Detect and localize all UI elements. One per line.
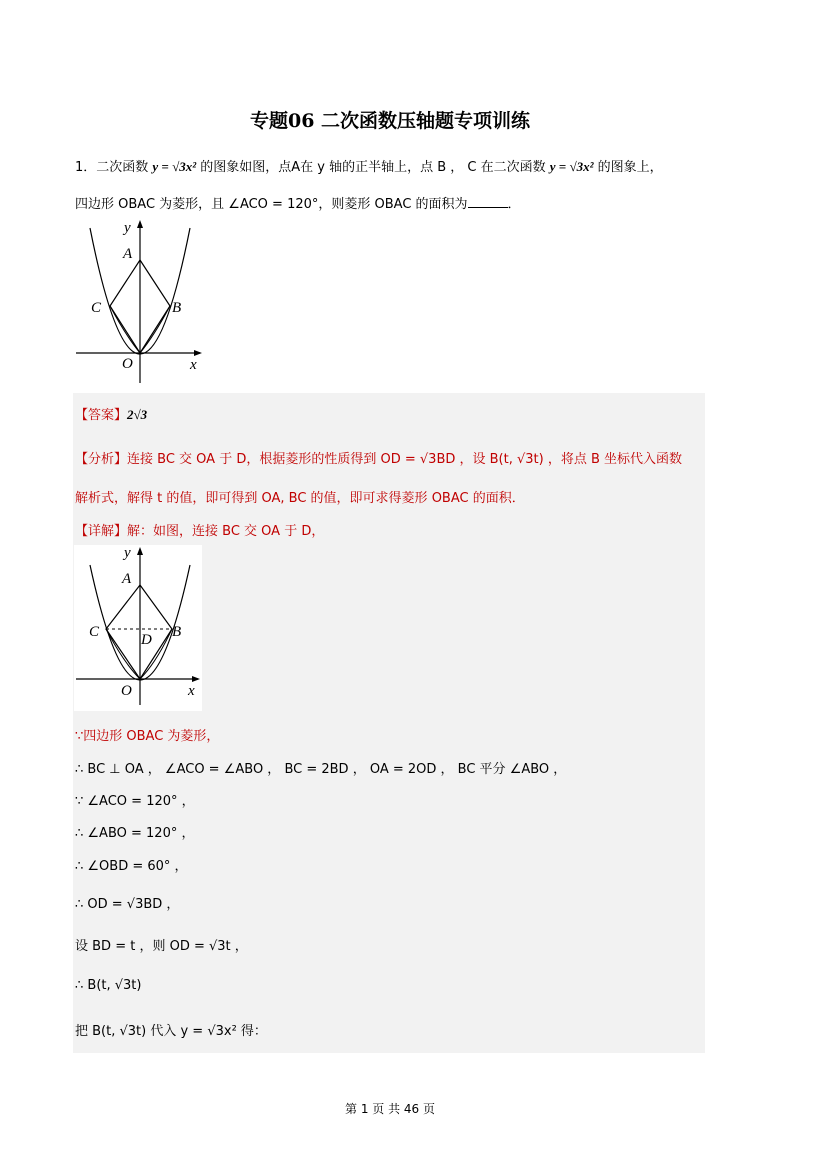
point-d-label: D — [141, 632, 152, 648]
origin-label: O — [121, 683, 132, 699]
page-footer: 第 1 页 共 46 页 — [345, 1102, 435, 1116]
point-a-label: A — [122, 571, 132, 587]
analysis-line-1 — [75, 448, 682, 467]
formula: y = √3x² — [549, 159, 594, 174]
point-b-label: B — [172, 300, 182, 316]
step-line: ∴ ∠ABO = 120° ， — [75, 826, 195, 841]
analysis-text: 连接 BC 交 OA 于 D，根据菱形的性质得到 OD = √3BD ，设 B(t, √3t) ，将点 B 坐标代入函数 — [127, 452, 683, 467]
x-axis-label: x — [188, 683, 195, 699]
parabola-rhombus-figure — [74, 218, 204, 388]
analysis-label: 【分析】 — [75, 452, 128, 467]
step-line: ∴ B(t, √3t) — [75, 978, 142, 993]
analysis-line-2: 解析式，解得 t 的值，即可得到 OA, BC 的值，即可求得菱形 OBAC 的面积． — [75, 491, 525, 506]
step-line: ∴ OD = √3BD ， — [75, 897, 180, 912]
detail-intro: 解：如图，连接 BC 交 OA 于 D， — [127, 524, 325, 539]
question-text: 1．二次函数 — [75, 160, 153, 175]
question-line-1 — [75, 156, 663, 175]
answer-value: 2√3 — [127, 407, 148, 422]
point-c-label: C — [89, 624, 100, 640]
origin-label: O — [122, 356, 133, 372]
point-b-label: B — [172, 624, 182, 640]
point-a-label: A — [123, 246, 133, 262]
step-line: 设 BD = t ，则 OD = √3t ， — [75, 939, 248, 954]
parabola-rhombus-figure-with-d — [74, 545, 202, 711]
y-axis-label: y — [124, 545, 131, 561]
question-line-2 — [75, 193, 521, 212]
question-text: ． — [507, 197, 521, 212]
step-line: ∵ ∠ACO = 120° ， — [75, 794, 195, 809]
formula: y = √3x² — [152, 159, 197, 174]
x-axis-label: x — [190, 357, 197, 373]
detail-label: 【详解】 — [75, 524, 128, 539]
answer-line — [75, 404, 147, 423]
page-title: 专题06 二次函数压轴题专项训练 — [249, 110, 531, 132]
answer-label: 【答案】 — [75, 408, 128, 423]
point-c-label: C — [91, 300, 102, 316]
y-axis-label: y — [124, 220, 131, 236]
step-line: 把 B(t, √3t) 代入 y = √3x² 得： — [75, 1024, 267, 1039]
detail-line — [75, 520, 324, 539]
answer-blank — [468, 195, 508, 208]
question-text: 的图象上， — [593, 160, 663, 175]
question-text: 的图象如图，点A在 y 轴的正半轴上，点 B ， C 在二次函数 — [196, 160, 550, 175]
step-line: ∴ ∠OBD = 60° ， — [75, 859, 188, 874]
step-line: ∴ BC ⊥ OA ， ∠ACO = ∠ABO ， BC = 2BD ， OA = 2OD ， BC 平分 ∠ABO ， — [75, 762, 567, 777]
step-line: ∵四边形 OBAC 为菱形， — [75, 729, 220, 744]
question-text: 四边形 OBAC 为菱形，且 ∠ACO = 120°，则菱形 OBAC 的面积为 — [75, 197, 468, 212]
